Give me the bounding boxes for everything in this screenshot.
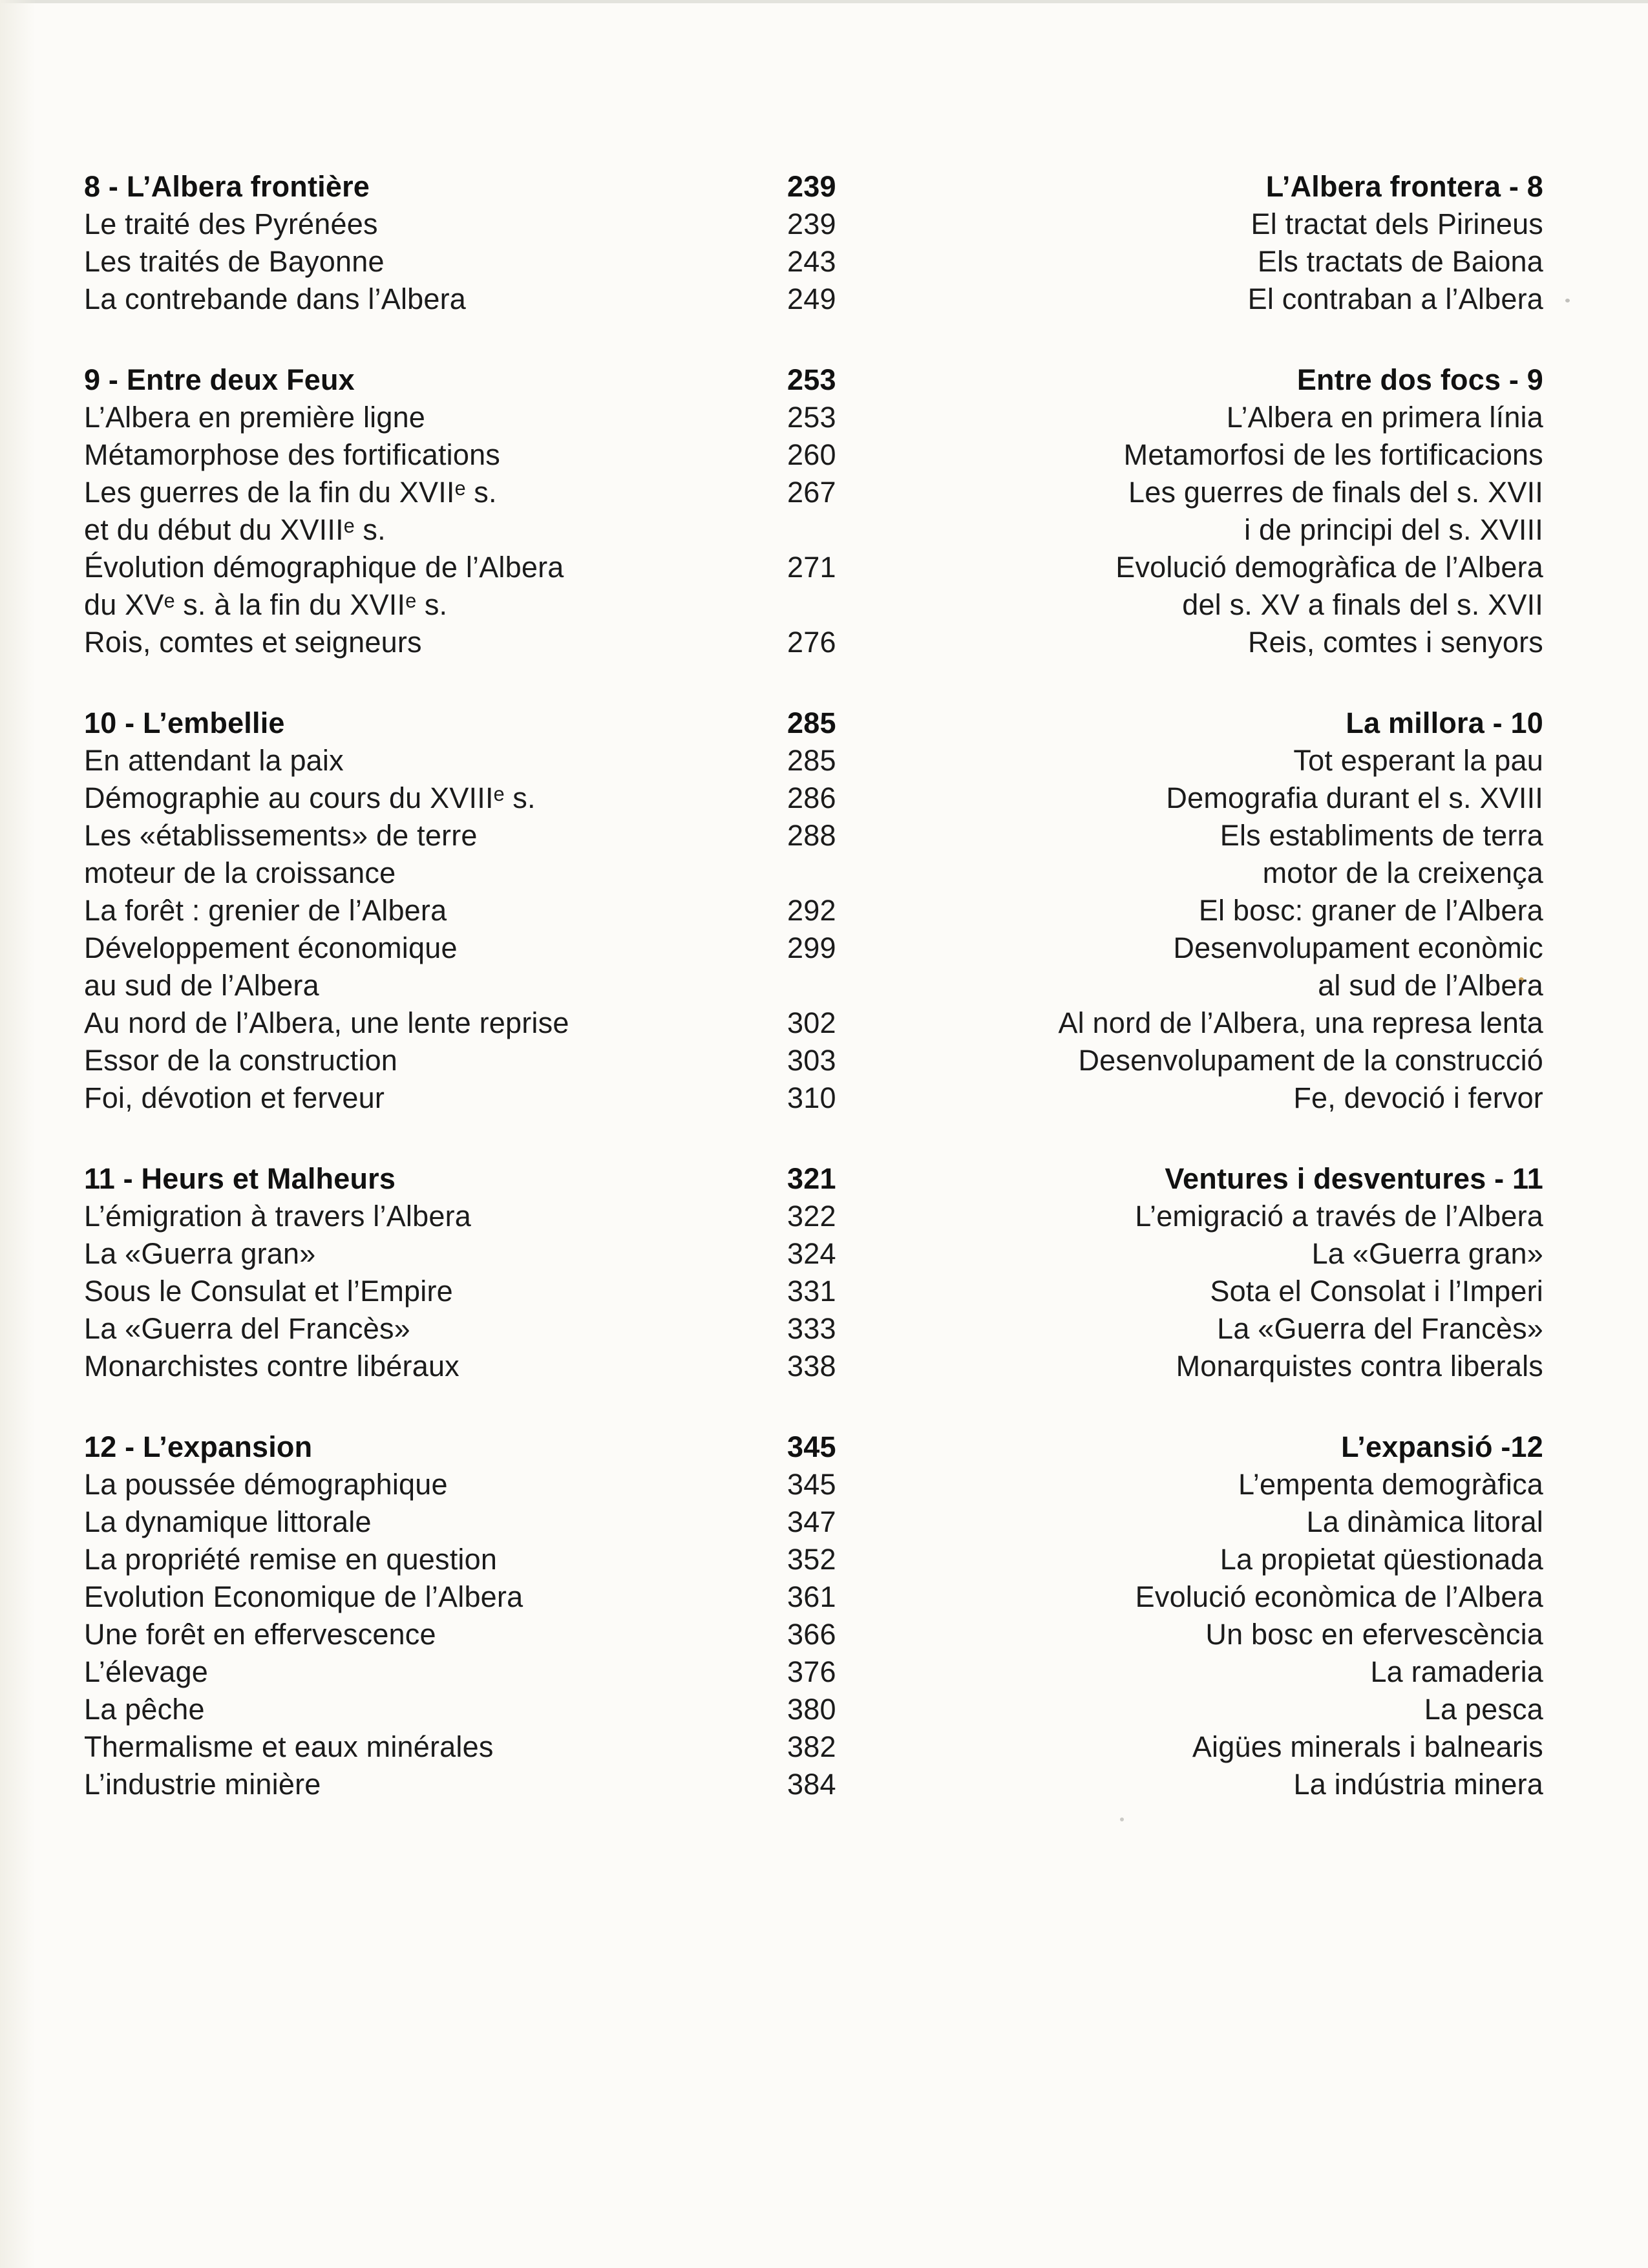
toc-entry-row xyxy=(84,1541,1543,1578)
toc-entry-row xyxy=(84,854,1543,892)
entry-title-fr: Métamorphose des fortifications xyxy=(84,438,501,471)
entry-title-fr: du XVᵉ s. à la fin du XVIIᵉ s. xyxy=(84,588,448,621)
entry-title-ca: Evolució econòmica de l’Albera xyxy=(1135,1580,1543,1613)
entry-page-number: 384 xyxy=(787,1768,836,1801)
entry-title-ca: Sota el Consolat i l’Imperi xyxy=(1210,1275,1543,1308)
toc-entry-row xyxy=(84,1766,1543,1803)
toc-entry-row xyxy=(84,742,1543,779)
toc-section-heading-row xyxy=(84,705,1543,742)
toc-entry-row xyxy=(84,474,1543,511)
entry-page-number: 352 xyxy=(787,1543,836,1576)
entry-page-number: 276 xyxy=(787,626,836,659)
entry-title-ca: motor de la creixença xyxy=(1262,856,1543,889)
entry-title-fr: Foi, dévotion et ferveur xyxy=(84,1081,385,1114)
toc-entry-row xyxy=(84,436,1543,474)
toc-entry-row xyxy=(84,1348,1543,1385)
entry-title-ca: Demografia durant el s. XVIII xyxy=(1166,781,1543,814)
toc-entry-row xyxy=(84,929,1543,967)
entry-title-fr: Evolution Economique de l’Albera xyxy=(84,1580,523,1613)
toc-entry-row xyxy=(84,1198,1543,1235)
chapter-title-fr: 11 - Heurs et Malheurs xyxy=(84,1162,396,1195)
toc-entry-row xyxy=(84,243,1543,281)
entry-page-number: 324 xyxy=(787,1237,836,1270)
toc-section xyxy=(84,168,1543,318)
toc-section-heading-row xyxy=(84,1428,1543,1466)
entry-title-ca: Metamorfosi de les fortificacions xyxy=(1123,438,1543,471)
chapter-title-ca: La millora - 10 xyxy=(1346,706,1543,739)
toc-entry-row xyxy=(84,624,1543,661)
entry-title-fr: La «Guerra gran» xyxy=(84,1237,316,1270)
entry-title-ca: El contraban a l’Albera xyxy=(1247,282,1543,315)
entry-title-ca: El tractat dels Pirineus xyxy=(1251,207,1543,240)
toc-entry-row xyxy=(84,1310,1543,1348)
entry-page-number: 376 xyxy=(787,1655,836,1688)
scan-speck xyxy=(1565,299,1570,302)
entry-title-ca: La «Guerra del Francès» xyxy=(1217,1312,1543,1345)
entry-page-number: 382 xyxy=(787,1730,836,1763)
toc-entry-row xyxy=(84,1004,1543,1042)
entry-page-number: 243 xyxy=(787,245,836,278)
entry-title-ca: La dinàmica litoral xyxy=(1306,1505,1543,1538)
entry-title-fr: et du début du XVIIIᵉ s. xyxy=(84,513,386,546)
toc-entry-row xyxy=(84,1616,1543,1653)
scan-left-edge xyxy=(0,0,36,2268)
entry-title-ca: del s. XV a finals del s. XVII xyxy=(1182,588,1543,621)
entry-title-fr: Les traités de Bayonne xyxy=(84,245,385,278)
toc-section-heading-row xyxy=(84,1160,1543,1198)
entry-title-fr: Thermalisme et eaux minérales xyxy=(84,1730,494,1763)
entry-title-ca: Desenvolupament de la construcció xyxy=(1078,1044,1543,1077)
toc-entry-row xyxy=(84,892,1543,929)
chapter-title-fr: 12 - L’expansion xyxy=(84,1430,313,1463)
table-of-contents xyxy=(84,168,1543,1803)
toc-entry-row xyxy=(84,1691,1543,1728)
entry-title-ca: La ramaderia xyxy=(1370,1655,1543,1688)
chapter-title-ca: L’Albera frontera - 8 xyxy=(1265,170,1543,203)
entry-title-fr: L’industrie minière xyxy=(84,1768,321,1801)
chapter-title-fr: 10 - L’embellie xyxy=(84,706,285,739)
toc-section xyxy=(84,361,1543,661)
entry-title-ca: Desenvolupament econòmic xyxy=(1173,931,1543,964)
toc-entry-row xyxy=(84,586,1543,624)
entry-page-number: 338 xyxy=(787,1350,836,1383)
chapter-title-ca: Ventures i desventures - 11 xyxy=(1165,1162,1543,1195)
entry-page-number: 299 xyxy=(787,931,836,964)
entry-title-ca: La indústria minera xyxy=(1293,1768,1543,1801)
entry-title-fr: Développement économique xyxy=(84,931,458,964)
toc-entry-row xyxy=(84,1653,1543,1691)
entry-title-fr: Démographie au cours du XVIIIᵉ s. xyxy=(84,781,536,814)
chapter-title-fr: 8 - L’Albera frontière xyxy=(84,170,370,203)
entry-title-ca: Tot esperant la pau xyxy=(1293,744,1543,777)
entry-title-ca: Les guerres de finals del s. XVII xyxy=(1128,476,1543,509)
entry-title-fr: Évolution démographique de l’Albera xyxy=(84,551,564,584)
entry-title-fr: La contrebande dans l’Albera xyxy=(84,282,467,315)
entry-page-number: 288 xyxy=(787,819,836,852)
chapter-title-ca: Entre dos focs - 9 xyxy=(1296,363,1543,396)
entry-page-number: 361 xyxy=(787,1580,836,1613)
entry-title-fr: Sous le Consulat et l’Empire xyxy=(84,1275,453,1308)
entry-title-fr: L’élevage xyxy=(84,1655,208,1688)
entry-title-fr: La dynamique littorale xyxy=(84,1505,372,1538)
entry-title-ca: Fe, devoció i fervor xyxy=(1293,1081,1543,1114)
toc-entry-row xyxy=(84,967,1543,1004)
entry-title-ca: El bosc: graner de l’Albera xyxy=(1198,894,1543,927)
chapter-page-number: 321 xyxy=(787,1162,836,1195)
entry-title-fr: La pêche xyxy=(84,1693,205,1726)
entry-title-fr: La poussée démographique xyxy=(84,1468,448,1501)
chapter-title-fr: 9 - Entre deux Feux xyxy=(84,363,355,396)
entry-title-fr: Essor de la construction xyxy=(84,1044,398,1077)
entry-title-ca: al sud de l’Albera xyxy=(1318,969,1543,1002)
scan-top-edge xyxy=(0,0,1648,3)
entry-title-ca: L’Albera en primera línia xyxy=(1226,401,1543,434)
toc-section xyxy=(84,1160,1543,1385)
entry-page-number: 239 xyxy=(787,207,836,240)
toc-entry-row xyxy=(84,399,1543,436)
entry-page-number: 333 xyxy=(787,1312,836,1345)
entry-page-number: 380 xyxy=(787,1693,836,1726)
entry-title-ca: Els tractats de Baiona xyxy=(1257,245,1543,278)
toc-entry-row xyxy=(84,549,1543,586)
entry-title-fr: Une forêt en effervescence xyxy=(84,1618,436,1651)
entry-title-fr: au sud de l’Albera xyxy=(84,969,319,1002)
entry-title-fr: Monarchistes contre libéraux xyxy=(84,1350,460,1383)
entry-title-ca: Al nord de l’Albera, una represa lenta xyxy=(1058,1006,1543,1039)
entry-page-number: 347 xyxy=(787,1505,836,1538)
entry-page-number: 249 xyxy=(787,282,836,315)
entry-title-ca: L’empenta demogràfica xyxy=(1238,1468,1543,1501)
entry-title-fr: La propriété remise en question xyxy=(84,1543,498,1576)
entry-title-ca: Reis, comtes i senyors xyxy=(1247,626,1543,659)
entry-page-number: 310 xyxy=(787,1081,836,1114)
entry-page-number: 366 xyxy=(787,1618,836,1651)
chapter-page-number: 345 xyxy=(787,1430,836,1463)
toc-section-heading-row xyxy=(84,168,1543,206)
chapter-page-number: 285 xyxy=(787,706,836,739)
entry-title-ca: Els establiments de terra xyxy=(1220,819,1543,852)
scan-speck xyxy=(1120,1818,1124,1821)
entry-title-ca: Evolució demogràfica de l’Albera xyxy=(1115,551,1543,584)
entry-title-fr: Au nord de l’Albera, une lente reprise xyxy=(84,1006,569,1039)
toc-entry-row xyxy=(84,1273,1543,1310)
toc-section xyxy=(84,1428,1543,1803)
entry-title-ca: La propietat qüestionada xyxy=(1220,1543,1543,1576)
entry-page-number: 253 xyxy=(787,401,836,434)
toc-entry-row xyxy=(84,1235,1543,1273)
entry-title-ca: i de principi del s. XVIII xyxy=(1244,513,1543,546)
chapter-page-number: 239 xyxy=(787,170,836,203)
toc-entry-row xyxy=(84,779,1543,817)
entry-title-ca: La pesca xyxy=(1424,1693,1543,1726)
entry-page-number: 285 xyxy=(787,744,836,777)
toc-entry-row xyxy=(84,1578,1543,1616)
toc-section-heading-row xyxy=(84,361,1543,399)
entry-title-fr: Les «établissements» de terre xyxy=(84,819,478,852)
toc-entry-row xyxy=(84,1728,1543,1766)
entry-title-fr: L’Albera en première ligne xyxy=(84,401,426,434)
entry-title-fr: En attendant la paix xyxy=(84,744,344,777)
entry-title-fr: Rois, comtes et seigneurs xyxy=(84,626,422,659)
entry-page-number: 267 xyxy=(787,476,836,509)
entry-page-number: 286 xyxy=(787,781,836,814)
entry-title-fr: Le traité des Pyrénées xyxy=(84,207,378,240)
entry-title-ca: L’emigració a través de l’Albera xyxy=(1135,1200,1543,1233)
entry-title-fr: Les guerres de la fin du XVIIᵉ s. xyxy=(84,476,497,509)
entry-title-ca: Aigües minerals i balnearis xyxy=(1192,1730,1543,1763)
toc-entry-row xyxy=(84,1079,1543,1117)
entry-page-number: 292 xyxy=(787,894,836,927)
chapter-page-number: 253 xyxy=(787,363,836,396)
toc-entry-row xyxy=(84,817,1543,854)
toc-entry-row xyxy=(84,206,1543,243)
toc-section xyxy=(84,705,1543,1117)
entry-page-number: 260 xyxy=(787,438,836,471)
entry-page-number: 331 xyxy=(787,1275,836,1308)
entry-title-ca: Monarquistes contra liberals xyxy=(1176,1350,1543,1383)
entry-page-number: 303 xyxy=(787,1044,836,1077)
entry-title-fr: L’émigration à travers l’Albera xyxy=(84,1200,471,1233)
entry-title-fr: La forêt : grenier de l’Albera xyxy=(84,894,447,927)
entry-page-number: 345 xyxy=(787,1468,836,1501)
entry-title-ca: Un bosc en efervescència xyxy=(1205,1618,1543,1651)
toc-entry-row xyxy=(84,1042,1543,1079)
chapter-title-ca: L’expansió -12 xyxy=(1341,1430,1543,1463)
entry-page-number: 322 xyxy=(787,1200,836,1233)
toc-entry-row xyxy=(84,1503,1543,1541)
entry-title-fr: La «Guerra del Francès» xyxy=(84,1312,410,1345)
toc-entry-row xyxy=(84,281,1543,318)
entry-title-fr: moteur de la croissance xyxy=(84,856,396,889)
toc-entry-row xyxy=(84,511,1543,549)
entry-page-number: 271 xyxy=(787,551,836,584)
entry-page-number: 302 xyxy=(787,1006,836,1039)
entry-title-ca: La «Guerra gran» xyxy=(1311,1237,1543,1270)
toc-entry-row xyxy=(84,1466,1543,1503)
